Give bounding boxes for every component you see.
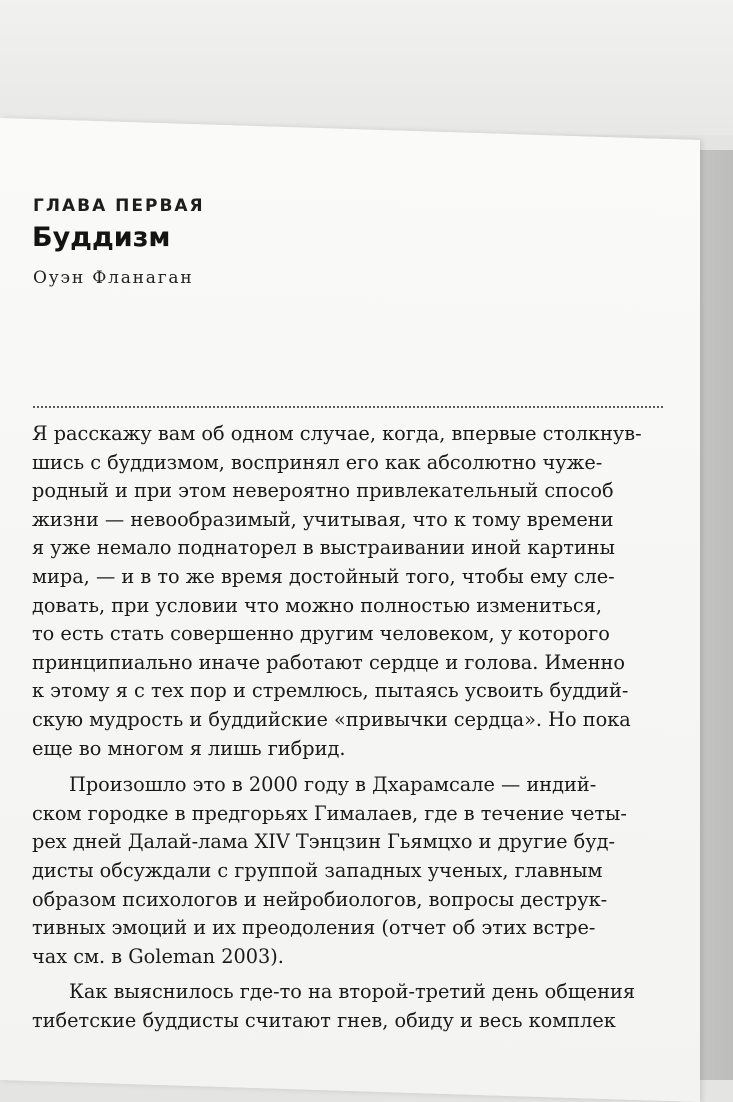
text-line: шись с буддизмом, воспринял его как абсолютно чуже-	[32, 450, 603, 474]
background-surface	[0, 0, 733, 135]
text-line: родный и при этом невероятно привлекательный способ	[32, 479, 614, 503]
text-line: еще во многом я лишь гибрид.	[32, 736, 346, 760]
text-line: принципиально иначе работают сердце и голова. Именно	[32, 650, 626, 674]
text-line: ском городке в предгорьях Гималаев, где в течение четы-	[32, 801, 627, 825]
paragraph-2	[32, 771, 733, 971]
paragraph-gap	[32, 971, 733, 978]
text-line: тивных эмоций и их преодоления (отчет об этих встре-	[32, 916, 596, 940]
text-line: скую мудрость и буддийские «привычки сердца». Но пока	[32, 707, 631, 731]
text-line: мира, — и в то же время достойный того, чтобы ему сле-	[32, 564, 615, 588]
author-name: Оуэн Фланаган	[33, 268, 194, 288]
chapter-label: ГЛАВА ПЕРВАЯ	[33, 196, 205, 216]
paragraph-3	[32, 978, 733, 1035]
paragraph-1	[32, 420, 733, 763]
dotted-divider	[33, 406, 663, 408]
body-text	[32, 420, 733, 1035]
paragraph-gap	[32, 763, 733, 771]
text-line: тибетские буддисты считают гнев, обиду и весь комплек	[32, 1008, 616, 1032]
text-line: довать, при условии что можно полностью измениться,	[32, 593, 602, 617]
text-line: жизни — невообразимый, учитывая, что к тому времени	[32, 507, 614, 531]
text-line: Как выяснилось где-то на второй-третий день общения	[69, 980, 636, 1004]
text-line: образом психологов и нейробиологов, вопросы деструк-	[32, 887, 608, 911]
text-line: чах см. в Goleman 2003).	[32, 944, 284, 968]
text-line: Я расскажу вам об одном случае, когда, впервые столкнув-	[32, 422, 642, 445]
text-line: то есть стать совершенно другим человеком, у которого	[32, 622, 610, 646]
text-line: дисты обсуждали с группой западных ученых, главным	[32, 858, 603, 882]
text-line: рех дней Далай-лама XIV Тэнцзин Гьямцхо и другие буд-	[32, 830, 615, 854]
text-line: к этому я с тех пор и стремлюсь, пытаясь усвоить буддий-	[32, 679, 629, 703]
text-line: я уже немало поднаторел в выстраивании иной картины	[32, 536, 616, 560]
text-line: Произошло это в 2000 году в Дхарамсале — индий-	[69, 773, 597, 797]
chapter-title: Буддизм	[32, 222, 171, 253]
